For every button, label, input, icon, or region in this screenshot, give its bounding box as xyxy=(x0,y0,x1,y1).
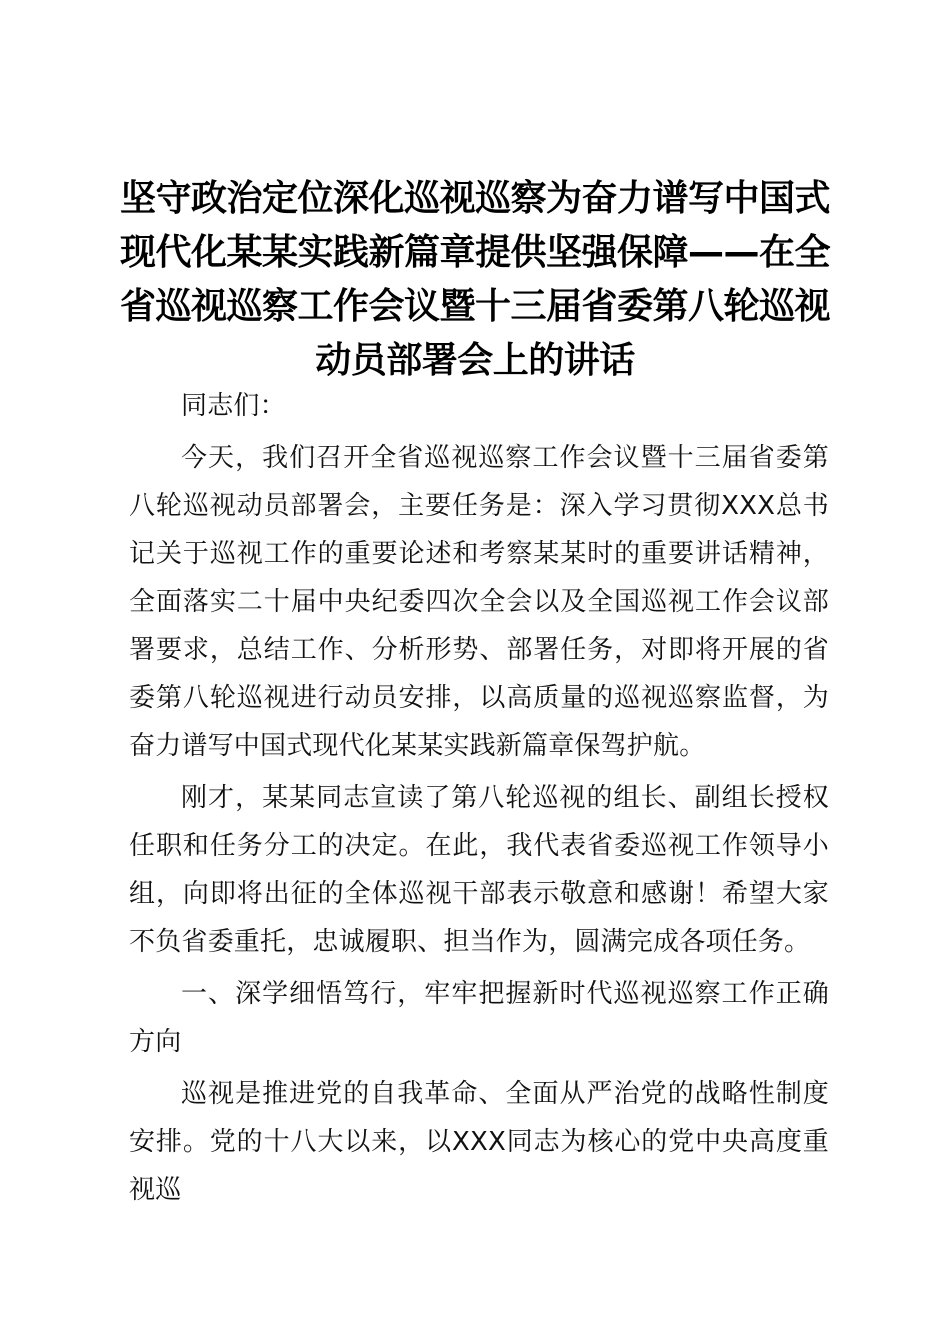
section-heading: 一、深学细悟笃行，牢牢把握新时代巡视巡察工作正确方向 xyxy=(129,979,829,1057)
paragraph: 今天，我们召开全省巡视巡察工作会议暨十三届省委第八轮巡视动员部署会，主要任务是：深入学习贯彻XXX总书记关于巡视工作的重要论述和考察某某时的重要讲话精神，全面落实二十届中央纪委四次全会以及全国巡视工作会议部署要求，总结工作、分析形势、部署任务，对即将开展的省委第八轮巡视进行动员安排，以高质量的巡视巡察监督，为奋力谱写中国式现代化某某实践新篇章保驾护航。 xyxy=(129,443,829,761)
greeting: 同志们： xyxy=(181,391,286,421)
paragraph: 刚才，某某同志宣读了第八轮巡视的组长、副组长授权任职和任务分工的决定。在此，我代表省委巡视工作领导小组，向即将出征的全体巡视干部表示敬意和感谢！希望大家不负省委重托，忠诚履职、担当作为，圆满完成各项任务。 xyxy=(129,783,829,957)
paragraph: 巡视是推进党的自我革命、全面从严治党的战略性制度安排。党的十八大以来，以XXX同志为核心的党中央高度重视巡 xyxy=(129,1079,829,1205)
document-title: 坚守政治定位深化巡视巡察为奋力谱写中国式现代化某某实践新篇章提供坚强保障——在全省巡视巡察工作会议暨十三届省委第八轮巡视动员部署会上的讲话 xyxy=(119,178,830,381)
document-body xyxy=(129,382,829,1214)
